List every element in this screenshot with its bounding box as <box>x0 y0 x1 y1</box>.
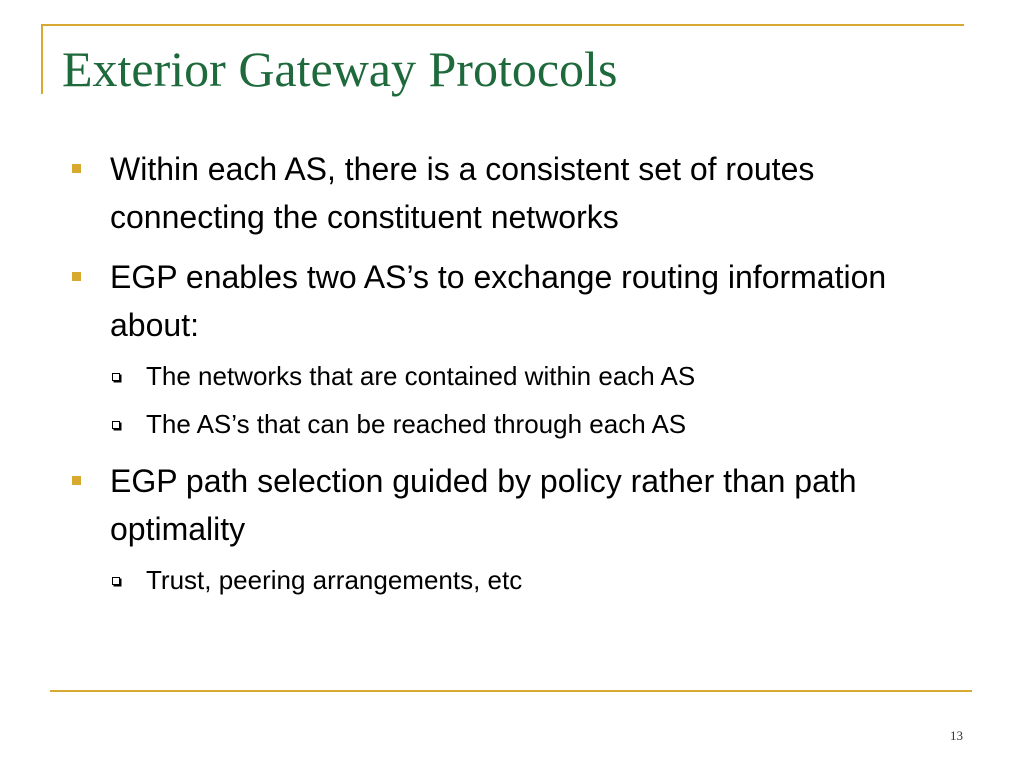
sub-bullet-text: The networks that are contained within each AS <box>146 361 696 391</box>
hollow-square-bullet-icon <box>112 577 120 585</box>
footer-rule <box>50 690 972 692</box>
bullet-text: Within each AS, there is a consistent set of routes connecting the constituent networks <box>110 151 815 235</box>
title-frame-top-rule <box>41 24 964 26</box>
square-bullet-icon <box>72 164 81 173</box>
sub-bullet-item <box>72 405 972 443</box>
slide-title: Exterior Gateway Protocols <box>62 41 618 97</box>
sub-bullet-item <box>72 561 972 599</box>
bullet-text: EGP enables two AS’s to exchange routing information about: <box>110 259 887 343</box>
bullet-text: EGP path selection guided by policy rather than path optimality <box>110 463 857 547</box>
hollow-square-bullet-icon <box>112 421 120 429</box>
square-bullet-icon <box>72 272 81 281</box>
sub-bullet-item <box>72 357 972 395</box>
sub-bullet-text: The AS’s that can be reached through each AS <box>146 409 687 439</box>
bullet-item <box>72 457 972 553</box>
square-bullet-icon <box>72 476 81 485</box>
title-frame-left-rule <box>41 24 43 94</box>
bullet-item <box>72 145 972 241</box>
slide-content <box>72 145 972 613</box>
sub-bullet-text: Trust, peering arrangements, etc <box>146 565 523 595</box>
hollow-square-bullet-icon <box>112 373 120 381</box>
page-number: 13 <box>950 728 963 743</box>
bullet-item <box>72 253 972 349</box>
